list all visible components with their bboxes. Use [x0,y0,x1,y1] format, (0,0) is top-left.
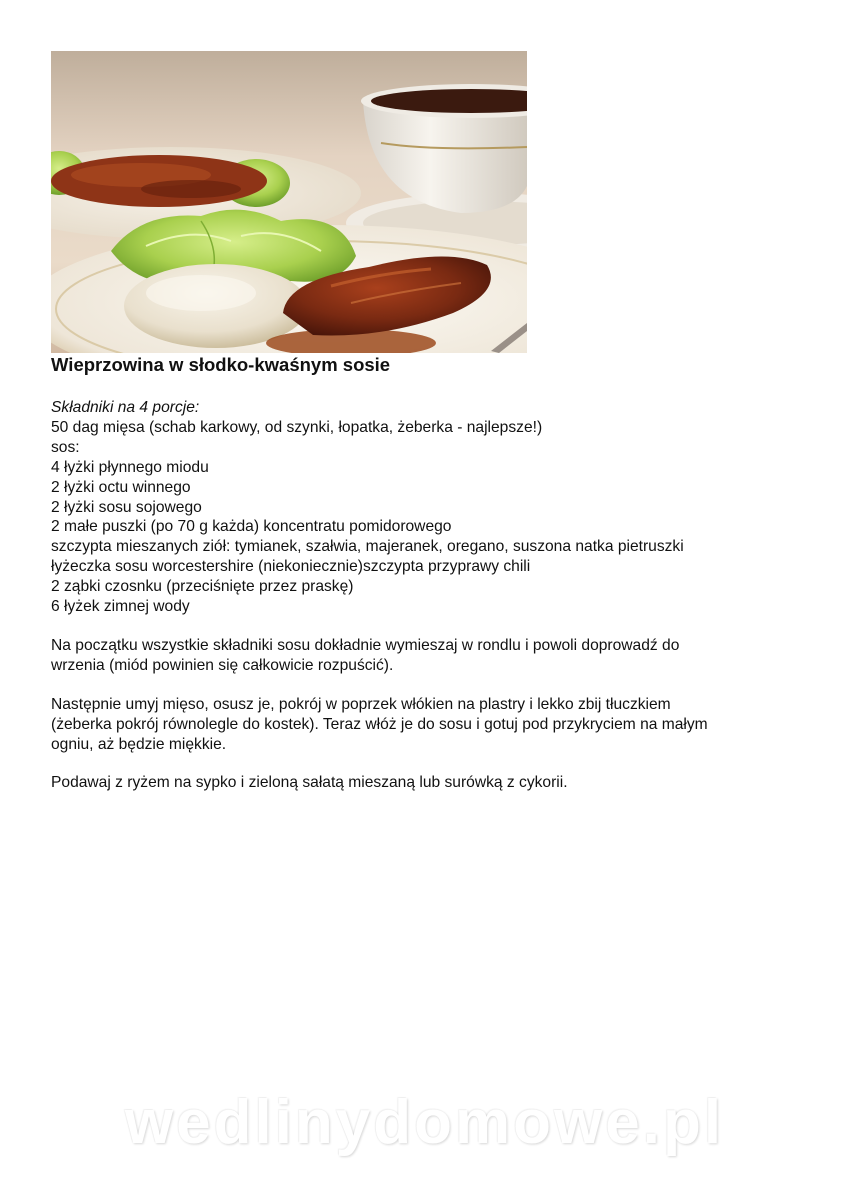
paragraph-line: Następnie umyj mięso, osusz je, pokrój w poprzek włókien na plastry i lekko zbij tłuczkiem [51,696,671,713]
ingredient-line: 2 małe puszki (po 70 g każda) koncentratu pomidorowego [51,518,452,536]
ingredient-line: szczypta mieszanych ziół: tymianek, szałwia, majeranek, oregano, suszona natka pietruszki [51,538,684,556]
ingredient-line: 2 ząbki czosnku (przeciśnięte przez praskę) [51,578,354,596]
ingredients-list [51,398,684,617]
ingredients-heading: Składniki na 4 porcje: [51,399,200,416]
ingredient-line: sos: [51,438,80,456]
dish-photo [51,51,527,353]
paragraph-line: ogniu, aż będzie miękkie. [51,735,227,753]
ingredient-line: 2 łyżki sosu sojowego [51,498,202,516]
instruction-paragraph [51,773,568,793]
ingredient-line: 2 łyżki octu winnego [51,478,191,496]
ingredient-line: 4 łyżki płynnego miodu [51,458,209,476]
instruction-paragraph [51,695,708,755]
ingredient-line: 50 dag mięsa (schab karkowy, od szynki, łopatka, żeberka - najlepsze!) [51,418,543,436]
recipe-title: Wieprzowina w słodko-kwaśnym sosie [51,354,391,375]
ingredient-line: 6 łyżek zimnej wody [51,598,190,616]
paragraph-line: Podawaj z ryżem na sypko i zieloną sałatą mieszaną lub surówką z cykorii. [51,774,568,791]
instruction-paragraph [51,636,679,676]
paragraph-line: (żeberka pokrój równolegle do kostek). Teraz włóż je do sosu i gotuj pod przykryciem na małym [51,715,708,733]
paragraph-line: Na początku wszystkie składniki sosu dokładnie wymieszaj w rondlu i powoli doprowadź do [51,637,680,654]
site-watermark: wedlinydomowe.pl [124,1088,725,1157]
ingredient-line: łyżeczka sosu worcestershire (niekoniecznie)szczypta przyprawy chili [51,558,531,576]
paragraph-line: wrzenia (miód powinien się całkowicie rozpuścić). [51,656,394,674]
